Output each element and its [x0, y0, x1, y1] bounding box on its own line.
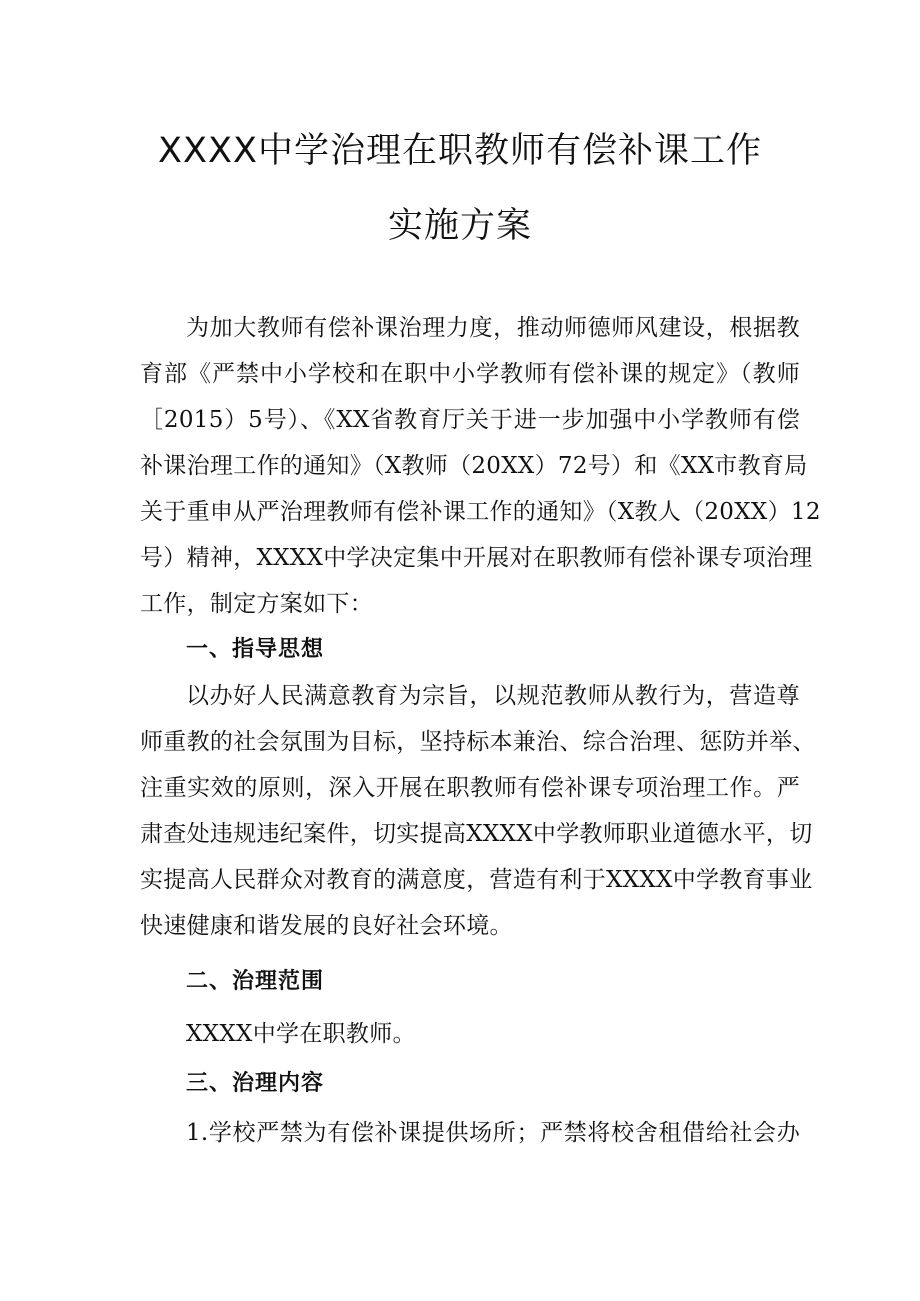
section-heading-scope: 二、治理范围 [186, 969, 325, 994]
paragraph-content-item-1: 1.学校严禁为有偿补课提供场所；严禁将校舍租借给社会办 [186, 1120, 800, 1146]
paragraph-ideology-line-6: 快速健康和谐发展的良好社会环境。 [140, 913, 513, 939]
paragraph-intro-line-3: ［2015）5号）、《XX省教育厅关于进一步加强中小学教师有偿 [140, 407, 800, 433]
section-heading-guiding-ideology: 一、指导思想 [186, 637, 325, 662]
paragraph-intro-line-2: 育部《严禁中小学校和在职中小学教师有偿补课的规定》（教师 [140, 361, 800, 387]
paragraph-intro-line-7: 工作，制定方案如下： [140, 591, 373, 617]
paragraph-ideology-line-5: 实提高人民群众对教育的满意度，营造有利于XXXX中学教育事业 [140, 867, 813, 893]
paragraph-ideology-line-2: 师重教的社会氛围为目标，坚持标本兼治、综合治理、惩防并举、 [140, 729, 816, 755]
paragraph-scope: XXXX中学在职教师。 [186, 1021, 416, 1047]
paragraph-ideology-line-1: 以办好人民满意教育为宗旨，以规范教师从教行为，营造尊 [186, 683, 800, 709]
paragraph-intro-line-5: 关于重申从严治理教师有偿补课工作的通知》（X教人（20XX）12 [140, 499, 821, 525]
paragraph-intro-line-4: 补课治理工作的通知》（X教师（20XX）72号）和《XX市教育局 [140, 453, 808, 479]
paragraph-intro-line-1: 为加大教师有偿补课治理力度，推动师德师风建设，根据教 [186, 315, 800, 341]
document-title-line-2: 实施方案 [387, 206, 532, 246]
document-title-line-1: XXXX中学治理在职教师有偿补课工作 [158, 131, 762, 171]
section-heading-content: 三、治理内容 [186, 1071, 325, 1096]
paragraph-intro-line-6: 号）精神，XXXX中学决定集中开展对在职教师有偿补课专项治理 [140, 545, 813, 571]
paragraph-ideology-line-4: 肃查处违规违纪案件，切实提高XXXX中学教师职业道德水平，切 [140, 821, 813, 847]
paragraph-ideology-line-3: 注重实效的原则，深入开展在职教师有偿补课专项治理工作。严 [140, 775, 800, 801]
